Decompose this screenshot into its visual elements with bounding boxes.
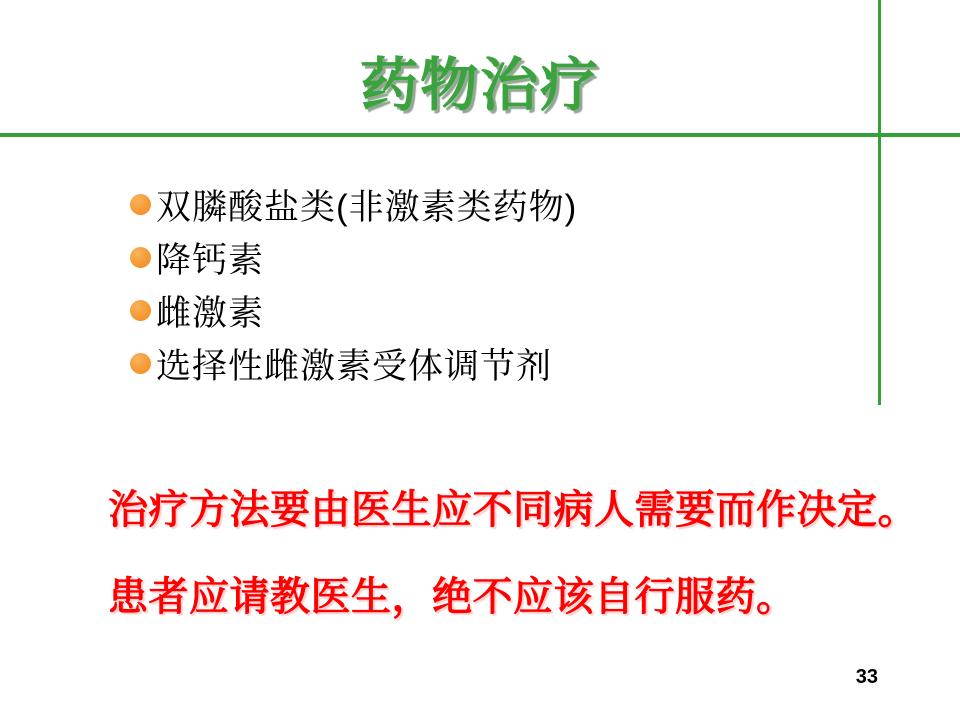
slide-title: 药物治疗 xyxy=(359,53,600,118)
bullet-item xyxy=(130,284,850,337)
bullet-dot-icon xyxy=(130,247,151,268)
bullet-item xyxy=(130,178,850,231)
bullet-dot-icon xyxy=(130,300,151,321)
title-underline-rule xyxy=(0,133,960,137)
bullet-text: 选择性雌激素受体调节剂 xyxy=(156,346,553,386)
note-line-1: 治疗方法要由医生应不同病人需要而作决定。 xyxy=(108,488,918,532)
page-number: 33 xyxy=(855,666,878,688)
bullet-text: 降钙素 xyxy=(156,240,265,280)
bullet-dot-icon xyxy=(130,353,151,374)
bullet-list xyxy=(130,178,850,390)
bullet-item xyxy=(130,337,850,390)
right-vertical-rule xyxy=(878,0,881,405)
warning-notes xyxy=(108,478,953,622)
bullet-text: 雌激素 xyxy=(156,293,265,333)
bullet-text: 双膦酸盐类(非激素类药物) xyxy=(156,187,578,227)
note-line-2: 患者应请教医生，绝不应该自行服药。 xyxy=(108,575,797,619)
bullet-item xyxy=(130,231,850,284)
bullet-dot-icon xyxy=(130,194,151,215)
